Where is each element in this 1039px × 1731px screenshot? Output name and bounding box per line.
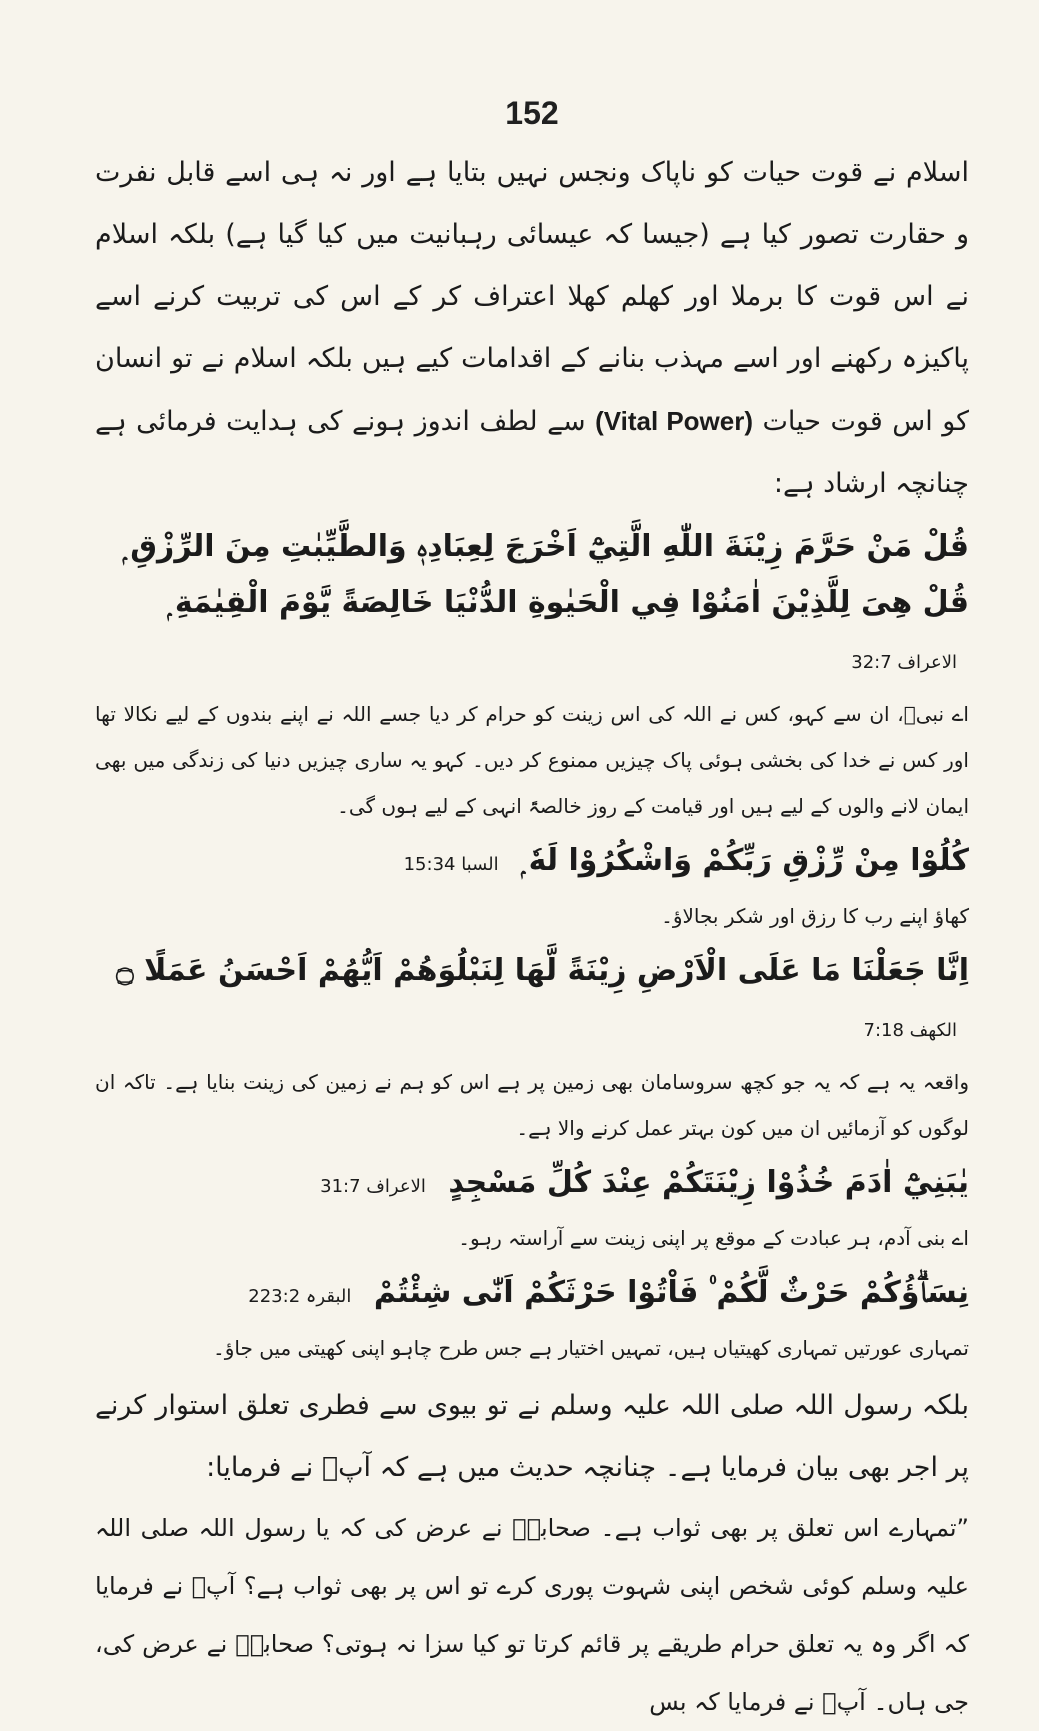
body-text bbox=[95, 142, 969, 1731]
quran-verse-2 bbox=[95, 833, 969, 893]
verse-1-arabic: قُلْ مَنْ حَرَّمَ زِيْنَةَ اللّٰهِ الَّتِيْٓ اَخْرَجَ لِعِبَادِهٖ وَالطَّيِّبٰتِ مِنَ الرِّزْقِ ۭ قُلْ هِىَ لِلَّذِيْنَ اٰمَنُوْا فِي الْحَيٰوةِ الدُّنْيَا خَالِصَةً يَّوْمَ الْقِيٰمَةِ ۭ bbox=[122, 529, 969, 620]
verse-4-arabic: يٰبَنِيْٓ اٰدَمَ خُذُوْا زِيْنَتَكُمْ عِنْدَ كُلِّ مَسْجِدٍ bbox=[448, 1165, 969, 1200]
verse-3-arabic: اِنَّا جَعَلْنَا مَا عَلَى الْاَرْضِ زِيْنَةً لَّهَا لِنَبْلُوَهُمْ اَيُّهُمْ اَحْسَنُ عَمَلًا ۝ bbox=[116, 953, 969, 988]
verse-5-reference: البقرہ 223:2 bbox=[248, 1286, 352, 1307]
quran-verse-1 bbox=[95, 519, 969, 691]
verse-1-reference: الاعراف 32:7 bbox=[851, 652, 957, 673]
verse-1-translation: اے نبیؐ، ان سے کہو، کس نے اللہ کی اس زینت کو حرام کر دیا جسے اللہ نے اپنے بندوں کے لیے نکالا تھا اور کس نے خدا کی بخشی ہوئی پاک چیزیں ممنوع کر دیں۔ کہو یہ ساری چیزیں دنیا کی زندگی میں بھی ایمان لانے والوں کے لیے ہیں اور قیامت کے روز خالصۃً انہی کے لیے ہوں گی۔ bbox=[95, 702, 969, 818]
verse-3-reference: الکھف 7:18 bbox=[863, 1020, 957, 1041]
verse-2-translation: کھاؤ اپنے رب کا رزق اور شکر بجالاؤ۔ bbox=[661, 904, 969, 928]
page-number: 152 bbox=[505, 95, 559, 131]
quran-verse-3 bbox=[95, 943, 969, 1059]
verse-3-translation: واقعہ یہ ہے کہ یہ جو کچھ سروسامان بھی زمین پر ہے اس کو ہم نے زمین کی زینت بنایا ہے۔ تاکہ ان لوگوں کو آزمائیں ان میں کون بہتر عمل کرنے والا ہے۔ bbox=[95, 1070, 969, 1140]
verse-5-arabic: نِسَاۗؤُكُمْ حَرْثٌ لَّكُمْ ۠ فَاْتُوْا حَرْثَكُمْ اَنّٰى شِئْتُمْ bbox=[373, 1275, 969, 1310]
english-term: (Vital Power) bbox=[595, 406, 754, 436]
verse-4-translation: اے بنی آدم، ہر عبادت کے موقع پر اپنی زینت سے آراستہ رہو۔ bbox=[458, 1226, 969, 1250]
closing-paragraph: بلکہ رسول اللہ صلی اللہ علیہ وسلم نے تو بیوی سے فطری تعلق استوار کرنے پر اجر بھی بیان فرمایا ہے۔ چنانچہ حدیث میں ہے کہ آپؐ نے فرمایا: bbox=[95, 1390, 969, 1483]
quran-verse-5 bbox=[95, 1265, 969, 1325]
verse-2-reference: السبا 15:34 bbox=[403, 854, 499, 875]
intro-text-after: سے لطف اندوز ہونے کی ہدایت فرمائی ہے چنانچہ ارشاد ہے: bbox=[95, 406, 969, 499]
intro-paragraph bbox=[95, 142, 969, 515]
intro-text-before: اسلام نے قوت حیات کو ناپاک ونجس نہیں بتایا ہے اور نہ ہی اسے قابل نفرت و حقارت تصور کیا ہے (جیسا کہ عیسائی رہبانیت میں کیا گیا ہے) بلکہ اسلام نے اس قوت کا برملا اور کھلم کھلا اعتراف کر کے اس کی تربیت کرنے اسے پاکیزہ رکھنے اور اسے مہذب بنانے کے اقدامات کیے ہیں بلکہ اسلام نے تو انسان کو اس قوت حیات bbox=[95, 157, 969, 437]
quran-verse-4 bbox=[95, 1155, 969, 1215]
hadith-quote: ”تمہارے اس تعلق پر بھی ثواب ہے۔ صحابہؓ نے عرض کی کہ یا رسول اللہ صلی اللہ علیہ وسلم کوئی شخص اپنی شہوت پوری کرے تو اس پر بھی ثواب ہے؟ آپؐ نے فرمایا کہ اگر وہ یہ تعلق حرام طریقے پر قائم کرتا تو کیا سزا نہ ہوتی؟ صحابہؓ نے عرض کی، جی ہاں۔ آپؐ نے فرمایا کہ بس bbox=[95, 1514, 969, 1716]
verse-2-arabic: كُلُوْا مِنْ رِّزْقِ رَبِّكُمْ وَاشْكُرُوْا لَهٗ ۭ bbox=[521, 843, 969, 878]
verse-4-reference: الاعراف 31:7 bbox=[320, 1176, 426, 1197]
verse-5-translation: تمہاری عورتیں تمہاری کھیتیاں ہیں، تمہیں اختیار ہے جس طرح چاہو اپنی کھیتی میں جاؤ۔ bbox=[213, 1336, 969, 1360]
